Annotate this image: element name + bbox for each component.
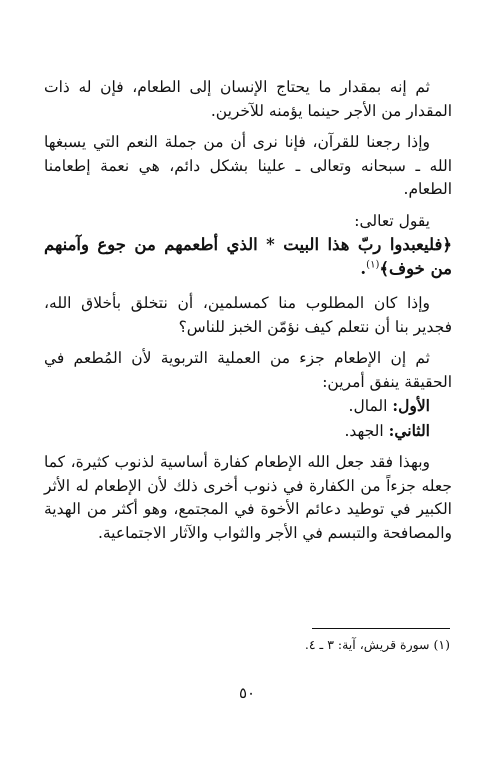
list-item-first-label: الأول: [392,396,430,415]
footnote-divider [312,628,450,629]
body-text [44,76,452,545]
list-item-first [44,394,452,419]
list-item-second-label: الثاني: [388,420,430,440]
list-item-first-text: المال. [348,397,393,415]
quran-verse: ﴿فليعبدوا ربّ هذا البيت * الذي أطعمهم من جوع وآمنهم من خوف﴾$^{(١)}$. [44,235,452,278]
paragraph-5: ثم إن الإطعام جزء من العملية التربوية لأن المُطعم في الحقيقة ينفق أمرين: [44,349,452,391]
footnote: (١) سورة قريش، آية: ٣ ـ ٤. [304,637,450,652]
paragraph-6: وبهذا فقد جعل الله الإطعام كفارة أساسية لذنوب كثيرة، كما جعله جزءاً من الكفارة في ذنوب أخرى ذلك لأن الإطعام له الأثر الكبير في توطيد دعائم الأخوة في المجتمع، وهو أكثر من الهدية والمصافحة والتبسم في الأجر والثواب والآثار الاجتماعية. [44,453,452,542]
paragraph-4: وإذا كان المطلوب منا كمسلمين، أن نتخلق بأخلاق الله، فجدير بنا أن نتعلم كيف نؤمّن الخبز للناس؟ [44,294,452,336]
paragraph-1: ثم إنه بمقدار ما يحتاج الإنسان إلى الطعام، فإن له ذات المقدار من الأجر حينما يؤمنه للآخرين. [44,78,452,120]
verse-text: ﴿فليعبدوا ربّ هذا البيت * الذي أطعمهم من جوع وآمنهم من خوف﴾ [44,235,452,278]
paragraph-3: يقول تعالى: [354,211,430,230]
list-item-second-text: الجهد. [344,421,389,440]
page-number: ٥٠ [238,684,256,702]
footnote-marker: (١) [366,259,380,271]
paragraph-2: وإذا رجعنا للقرآن، فإنا نرى أن من جملة النعم التي يسبغها الله ـ سبحانه وتعالى ـ علينا بشكل دائم، هي نعمة إطعامنا الطعام. [44,133,452,198]
list-item-second [44,419,452,444]
